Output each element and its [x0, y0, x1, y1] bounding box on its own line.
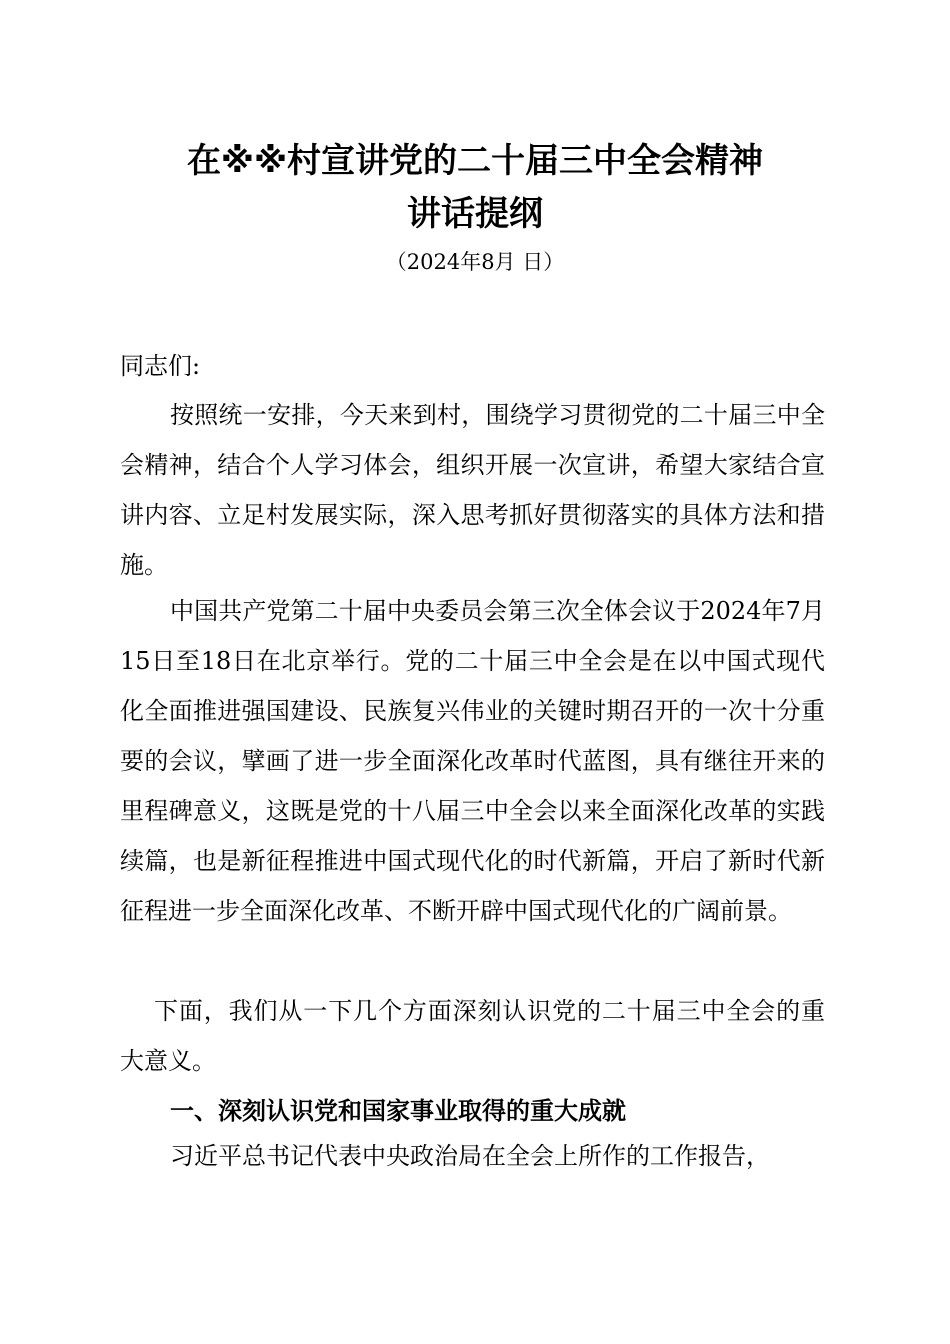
document-title-line-1: 在※※村宣讲党的二十届三中全会精神	[186, 141, 764, 181]
paragraph-4: 习近平总书记代表中央政治局在全会上所作的工作报告，	[170, 1142, 770, 1170]
section-1-heading: 一、深刻认识党和国家事业取得的重大成就	[170, 1097, 626, 1125]
document-date: （2024年8月 日）	[385, 250, 565, 274]
salutation: 同志们:	[120, 352, 201, 380]
paragraph-2: 中国共产党第二十届中央委员会第三次全体会议于2024年7月15日至18日在北京举行。党的二十届三中全会是在以中国式现代化全面推进强国建设、民族复兴伟业的关键时期召开的一次十分重要的会议，擘画了进一步全面深化改革时代蓝图，具有继往开来的里程碑意义，这既是党的十八届三中全会以来全面深化改革的实践续篇，也是新征程推进中国式现代化的时代新篇，开启了新时代新征程进一步全面深化改革、不断开辟中国式现代化的广阔前景。	[120, 597, 825, 925]
paragraph-3: 下面，我们从一下几个方面深刻认识党的二十届三中全会的重大意义。	[120, 997, 825, 1075]
document-title-line-2: 讲话提纲	[407, 194, 543, 234]
paragraph-1: 按照统一安排，今天来到村，围绕学习贯彻党的二十届三中全会精神，结合个人学习体会，组织开展一次宣讲，希望大家结合宣讲内容、立足村发展实际，深入思考抓好贯彻落实的具体方法和措施。	[120, 401, 825, 579]
